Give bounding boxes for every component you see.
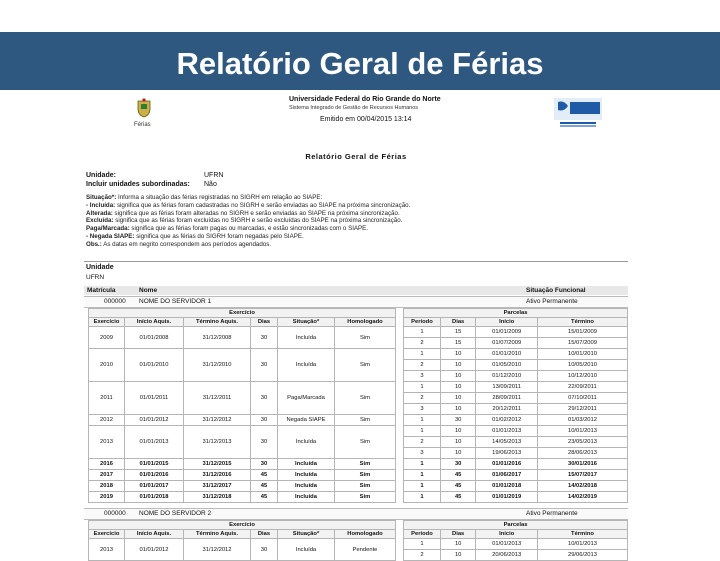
- legend-text: significa que as férias foram cadastradas no SIGRH e serão enviadas ao SIAPE na próxima sincronização.: [115, 201, 411, 209]
- exercise-cell: 31/12/2018: [184, 492, 251, 503]
- legend-term: - Negada SIAPE:: [86, 232, 135, 240]
- exercise-column-header: Homologado: [335, 318, 396, 327]
- legend-text: significa que as férias foram alteradas no SIGRH e serão enviadas ao SIAPE na próxima sincronização.: [112, 209, 400, 217]
- exercise-cell: 01/01/2016: [125, 470, 184, 481]
- installment-cell: 01/01/2013: [476, 539, 538, 550]
- exercise-column-header: Término Aquis.: [184, 530, 251, 539]
- installment-cell: 10/01/2013: [537, 426, 627, 437]
- installment-row: [404, 349, 628, 360]
- installment-cell: 23/05/2013: [537, 437, 627, 448]
- exercise-column-header: Dias: [251, 318, 278, 327]
- exercise-column-header: Exercício: [89, 318, 125, 327]
- installment-cell: 29/06/2013: [537, 550, 627, 561]
- exercise-group-row: [89, 521, 396, 530]
- employee-name: NOME DO SERVIDOR 1: [139, 298, 212, 305]
- installment-cell: 01/12/2010: [476, 371, 538, 382]
- exercise-cell: 2017: [89, 470, 125, 481]
- installment-cell: 01/05/2010: [476, 360, 538, 371]
- exercise-cell: 2010: [89, 349, 125, 382]
- exercise-cell: Paga/Marcada: [278, 382, 335, 415]
- exercise-cell: 30: [251, 349, 278, 382]
- exercise-cell: Sim: [335, 459, 396, 470]
- installment-cell: 30: [440, 459, 475, 470]
- installment-cell: 1: [404, 459, 441, 470]
- installments-column-header: Dias: [440, 530, 475, 539]
- exercise-cell: Sim: [335, 415, 396, 426]
- legend-line: [86, 210, 626, 218]
- installments-column-header: Dias: [440, 318, 475, 327]
- installments-group-row: [404, 309, 628, 318]
- installment-cell: 10/01/2010: [537, 349, 627, 360]
- installment-row: [404, 382, 628, 393]
- exercise-cell: 31/12/2008: [184, 327, 251, 349]
- exercise-row: [89, 327, 396, 349]
- legend-line: [86, 225, 626, 233]
- exercise-cell: Incluída: [278, 327, 335, 349]
- employee-row: [84, 296, 628, 308]
- legend-term: Alterada:: [86, 209, 113, 217]
- installment-cell: 01/01/2019: [476, 492, 538, 503]
- installment-row: [404, 539, 628, 550]
- slide-title: Relatório Geral de Férias: [176, 46, 544, 81]
- installment-cell: 15: [440, 327, 475, 338]
- exercise-cell: Sim: [335, 327, 396, 349]
- legend-line: [86, 194, 626, 202]
- installment-cell: 45: [440, 492, 475, 503]
- installment-cell: 10: [440, 393, 475, 404]
- installment-cell: 01/07/2009: [476, 338, 538, 349]
- exercise-cell: 01/01/2012: [125, 415, 184, 426]
- installments-group-row: [404, 521, 628, 530]
- unit-section-value: UFRN: [86, 274, 105, 281]
- exercise-cell: 31/12/2012: [184, 415, 251, 426]
- status-legend: [86, 194, 626, 249]
- exercise-group-row: [89, 309, 396, 318]
- installment-cell: 01/06/2017: [476, 470, 538, 481]
- installment-cell: 3: [404, 448, 441, 459]
- include-filter: [86, 181, 217, 188]
- installments-column-header: Período: [404, 530, 441, 539]
- matricula-head: Matrícula: [87, 287, 116, 294]
- installment-cell: 2: [404, 550, 441, 561]
- exercise-row: [89, 349, 396, 382]
- unit-filter-value: UFRN: [204, 172, 224, 179]
- installment-cell: 30: [440, 415, 475, 426]
- employee-status: Ativo Permanente: [526, 510, 578, 517]
- exercise-cell: 31/12/2012: [184, 539, 251, 561]
- exercise-row: [89, 426, 396, 459]
- legend-text: significa que as férias foram excluídas no SIGRH e serão excluídas do SIAPE na próxima sincronização.: [113, 217, 403, 225]
- exercise-cell: 30: [251, 382, 278, 415]
- installment-cell: 28/09/2011: [476, 393, 538, 404]
- installments-column-header: Período: [404, 318, 441, 327]
- exercise-cell: 01/01/2010: [125, 349, 184, 382]
- exercise-group-header: Exercício: [89, 521, 396, 530]
- exercise-row: [89, 459, 396, 470]
- installment-cell: 10: [440, 437, 475, 448]
- installment-cell: 29/12/2011: [537, 404, 627, 415]
- installment-row: [404, 338, 628, 349]
- exercise-cell: 30: [251, 415, 278, 426]
- exercise-cell: 31/12/2013: [184, 426, 251, 459]
- exercise-cell: 31/12/2016: [184, 470, 251, 481]
- installment-cell: 14/02/2018: [537, 481, 627, 492]
- unit-filter: [86, 172, 223, 179]
- exercise-cell: 2019: [89, 492, 125, 503]
- installment-cell: 10: [440, 349, 475, 360]
- installment-row: [404, 360, 628, 371]
- installment-cell: 01/01/2010: [476, 349, 538, 360]
- installments-column-header: Término: [537, 530, 627, 539]
- installment-row: [404, 481, 628, 492]
- slide-banner: [0, 0, 720, 90]
- installment-row: [404, 470, 628, 481]
- exercise-column-header: Início Aquis.: [125, 530, 184, 539]
- installment-row: [404, 404, 628, 415]
- legend-text: significa que as férias do SIGRH foram negadas pelo SIAPE.: [134, 232, 304, 240]
- installment-cell: 10: [440, 382, 475, 393]
- legend-text: Informa a situação das férias registradas no SIGRH em relação ao SIAPE:: [116, 194, 323, 201]
- installment-row: [404, 426, 628, 437]
- exercise-header-row: [89, 530, 396, 539]
- installment-cell: 01/01/2009: [476, 327, 538, 338]
- installment-cell: 10: [440, 550, 475, 561]
- report-document: [84, 90, 628, 558]
- installment-row: [404, 327, 628, 338]
- exercise-cell: Incluída: [278, 539, 335, 561]
- exercise-cell: 30: [251, 426, 278, 459]
- installment-cell: 2: [404, 360, 441, 371]
- installment-cell: 1: [404, 426, 441, 437]
- coat-of-arms-icon: [135, 98, 153, 118]
- exercise-cell: 30: [251, 539, 278, 561]
- installment-cell: 10/01/2013: [537, 539, 627, 550]
- installments-column-header: Término: [537, 318, 627, 327]
- exercise-cell: Incluída: [278, 470, 335, 481]
- exercise-cell: 01/01/2012: [125, 539, 184, 561]
- installment-cell: 1: [404, 492, 441, 503]
- exercise-row: [89, 539, 396, 561]
- exercise-cell: 30: [251, 327, 278, 349]
- exercise-cell: Incluída: [278, 492, 335, 503]
- installment-cell: 10: [440, 539, 475, 550]
- installments-header-row: [404, 530, 628, 539]
- installments-table: [403, 308, 628, 503]
- employee-status: Ativo Permanente: [526, 298, 578, 305]
- installment-cell: 28/06/2013: [537, 448, 627, 459]
- exercise-cell: Sim: [335, 481, 396, 492]
- installment-cell: 1: [404, 327, 441, 338]
- installment-cell: 01/02/2012: [476, 415, 538, 426]
- installment-cell: 10/05/2010: [537, 360, 627, 371]
- installments-header-row: [404, 318, 628, 327]
- exercise-table: [88, 308, 396, 503]
- legend-text: As datas em negrito correspondem aos períodos agendados.: [101, 240, 272, 248]
- installment-cell: 2: [404, 393, 441, 404]
- legend-term: Obs.:: [86, 240, 102, 248]
- legend-line: [86, 217, 626, 225]
- exercise-cell: 45: [251, 481, 278, 492]
- installment-cell: 2: [404, 338, 441, 349]
- exercise-column-header: Situação*: [278, 530, 335, 539]
- exercise-cell: Incluída: [278, 426, 335, 459]
- exercise-cell: 31/12/2015: [184, 459, 251, 470]
- exercise-cell: 2016: [89, 459, 125, 470]
- legend-term: Situação*:: [86, 194, 117, 201]
- exercise-cell: 01/01/2015: [125, 459, 184, 470]
- unit-filter-label: Unidade:: [86, 172, 116, 179]
- employee-name: NOME DO SERVIDOR 2: [139, 510, 212, 517]
- installment-cell: 15/01/2009: [537, 327, 627, 338]
- employee-matricula: 000000: [104, 298, 126, 305]
- employee-column-head: [84, 286, 628, 295]
- installment-cell: 15: [440, 338, 475, 349]
- exercise-cell: 31/12/2017: [184, 481, 251, 492]
- exercise-cell: 45: [251, 492, 278, 503]
- exercise-cell: Sim: [335, 382, 396, 415]
- exercise-row: [89, 382, 396, 415]
- installment-cell: 10: [440, 448, 475, 459]
- exercise-column-header: Homologado: [335, 530, 396, 539]
- installment-row: [404, 550, 628, 561]
- employee-row: [84, 508, 628, 520]
- exercise-cell: 2011: [89, 382, 125, 415]
- exercise-cell: 01/01/2017: [125, 481, 184, 492]
- exercise-cell: 2018: [89, 481, 125, 492]
- installment-row: [404, 371, 628, 382]
- legend-term: Excluída:: [86, 217, 114, 225]
- installment-cell: 45: [440, 481, 475, 492]
- exercise-cell: 2009: [89, 327, 125, 349]
- name-head: Nome: [139, 287, 158, 294]
- installment-cell: 14/02/2019: [537, 492, 627, 503]
- emitted-date: Emitido em 00/04/2015 13:14: [320, 116, 412, 123]
- exercise-cell: Pendente: [335, 539, 396, 561]
- exercise-cell: Sim: [335, 426, 396, 459]
- exercise-column-header: Exercício: [89, 530, 125, 539]
- installment-cell: 2: [404, 437, 441, 448]
- exercise-cell: 01/01/2011: [125, 382, 184, 415]
- exercise-cell: Sim: [335, 470, 396, 481]
- installment-cell: 10: [440, 404, 475, 415]
- installment-cell: 22/09/2011: [537, 382, 627, 393]
- installments-group-header: Parcelas: [404, 521, 628, 530]
- legend-line: [86, 233, 626, 241]
- installment-cell: 1: [404, 470, 441, 481]
- exercise-cell: 01/01/2018: [125, 492, 184, 503]
- installments-column-header: Início: [476, 318, 538, 327]
- legend-term: - Incluída:: [86, 201, 116, 209]
- legend-text: significa que as férias foram pagas ou marcadas, e estão sincronizadas com o SIAPE.: [129, 225, 369, 233]
- exercise-table: [88, 520, 396, 561]
- installment-cell: 3: [404, 371, 441, 382]
- divider: [84, 261, 628, 262]
- installment-cell: 10: [440, 426, 475, 437]
- installment-row: [404, 437, 628, 448]
- exercise-cell: 01/01/2008: [125, 327, 184, 349]
- exercise-row: [89, 415, 396, 426]
- installment-cell: 1: [404, 481, 441, 492]
- ufrn-logo-icon: [552, 96, 604, 128]
- exercise-row: [89, 492, 396, 503]
- installment-cell: 1: [404, 382, 441, 393]
- exercise-cell: 31/12/2011: [184, 382, 251, 415]
- include-filter-label: Incluir unidades subordinadas:: [86, 181, 190, 188]
- installment-cell: 01/03/2012: [537, 415, 627, 426]
- installment-cell: 10/12/2010: [537, 371, 627, 382]
- installments-table: [403, 520, 628, 561]
- exercise-cell: Incluída: [278, 349, 335, 382]
- legend-term: Paga/Marcada:: [86, 225, 130, 233]
- exercise-cell: Incluída: [278, 459, 335, 470]
- installment-cell: 20/12/2011: [476, 404, 538, 415]
- installment-row: [404, 393, 628, 404]
- exercise-cell: 01/01/2013: [125, 426, 184, 459]
- legend-line: [86, 202, 626, 210]
- exercise-column-header: Dias: [251, 530, 278, 539]
- exercise-column-header: Situação*: [278, 318, 335, 327]
- installments-group-header: Parcelas: [404, 309, 628, 318]
- installment-cell: 01/01/2013: [476, 426, 538, 437]
- installment-cell: 13/09/2011: [476, 382, 538, 393]
- exercise-row: [89, 470, 396, 481]
- unit-section-head: Unidade: [86, 264, 114, 271]
- installment-cell: 3: [404, 404, 441, 415]
- installment-cell: 19/06/2013: [476, 448, 538, 459]
- installment-cell: 10: [440, 371, 475, 382]
- employee-matricula: 000000: [104, 510, 126, 517]
- exercise-cell: Sim: [335, 349, 396, 382]
- installment-cell: 01/01/2018: [476, 481, 538, 492]
- exercise-cell: Incluída: [278, 481, 335, 492]
- exercise-cell: 31/12/2010: [184, 349, 251, 382]
- installment-cell: 10: [440, 360, 475, 371]
- installment-cell: 45: [440, 470, 475, 481]
- exercise-cell: 2013: [89, 539, 125, 561]
- installment-cell: 1: [404, 539, 441, 550]
- installment-cell: 15/07/2009: [537, 338, 627, 349]
- exercise-column-header: Término Aquis.: [184, 318, 251, 327]
- installment-cell: 07/10/2011: [537, 393, 627, 404]
- installment-row: [404, 459, 628, 470]
- exercise-column-header: Início Aquis.: [125, 318, 184, 327]
- installment-cell: 30/01/2016: [537, 459, 627, 470]
- system-name: Sistema Integrado de Gestão de Recursos Humanos: [289, 105, 419, 111]
- exercise-cell: 45: [251, 470, 278, 481]
- university-name: Universidade Federal do Rio Grande do Norte: [289, 96, 441, 103]
- exercise-cell: 2013: [89, 426, 125, 459]
- report-title: Relatório Geral de Férias: [305, 152, 407, 161]
- installment-row: [404, 415, 628, 426]
- exercise-header-row: [89, 318, 396, 327]
- installment-cell: 1: [404, 349, 441, 360]
- installments-column-header: Início: [476, 530, 538, 539]
- exercise-cell: Sim: [335, 492, 396, 503]
- exercise-cell: 30: [251, 459, 278, 470]
- exercise-row: [89, 481, 396, 492]
- installment-row: [404, 492, 628, 503]
- exercise-group-header: Exercício: [89, 309, 396, 318]
- legend-line: [86, 241, 626, 249]
- installment-row: [404, 448, 628, 459]
- installment-cell: 15/07/2017: [537, 470, 627, 481]
- installment-cell: 01/01/2016: [476, 459, 538, 470]
- include-filter-value: Não: [204, 181, 217, 188]
- installment-cell: 1: [404, 415, 441, 426]
- exercise-cell: 2012: [89, 415, 125, 426]
- exercise-cell: Negada SIAPE: [278, 415, 335, 426]
- installment-cell: 20/06/2013: [476, 550, 538, 561]
- logo-label: Férias: [134, 122, 151, 128]
- status-head: Situação Funcional: [526, 287, 586, 294]
- installment-cell: 14/05/2013: [476, 437, 538, 448]
